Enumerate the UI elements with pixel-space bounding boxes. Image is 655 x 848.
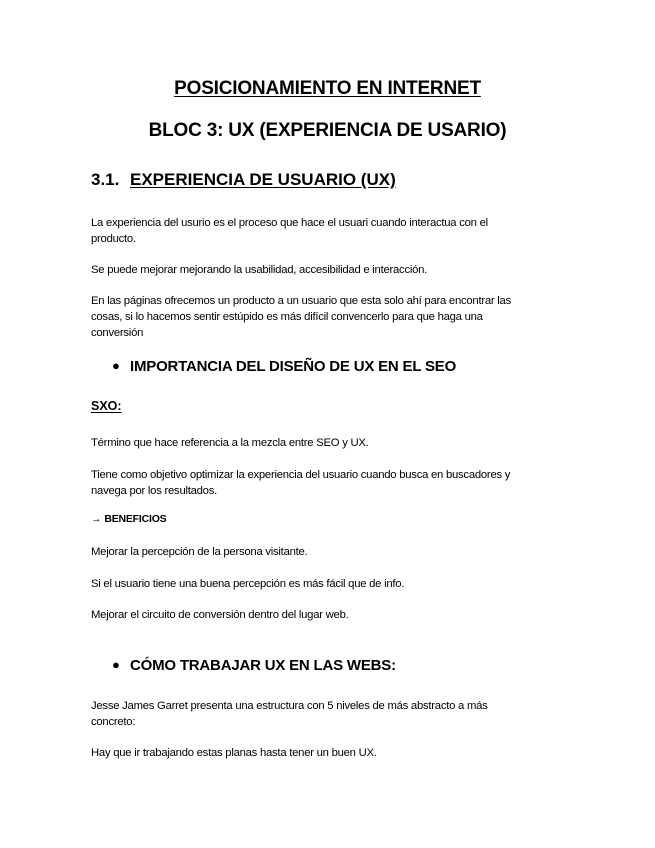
- paragraph-line: concreto:: [91, 716, 136, 728]
- paragraph-improve: Se puede mejorar mejorando la usabilidad, accesibilidad e interacción.: [91, 264, 428, 276]
- paragraph-benefit-2: Si el usuario tiene una buena percepción es más fácil que de info.: [91, 578, 405, 590]
- paragraph-planes: Hay que ir trabajando estas planas hasta tener un buen UX.: [91, 747, 377, 759]
- section-number: 3.1.: [91, 170, 120, 189]
- paragraph-line: La experiencia del usurio es el proceso que hace el usuari cuando interactua con el: [91, 217, 488, 229]
- bullet-heading-importancia: [112, 358, 456, 375]
- paragraph-ux-definition: [91, 215, 561, 247]
- paragraph-line: Jesse James Garret presenta una estructura con 5 niveles de más abstracto a más: [91, 700, 488, 712]
- paragraph-benefit-1: Mejorar la percepción de la persona visitante.: [91, 546, 308, 558]
- document-title: [0, 78, 655, 100]
- bullet-heading-text: CÓMO TRABAJAR UX EN LAS WEBS:: [130, 657, 396, 674]
- paragraph-line: conversión: [91, 327, 144, 339]
- bullet-heading-como-trabajar: [112, 657, 396, 674]
- paragraph-sxo-term: Término que hace referencia a la mezcla entre SEO y UX.: [91, 437, 369, 449]
- paragraph-line: navega por los resultados.: [91, 485, 218, 497]
- bullet-icon: ●: [112, 358, 120, 373]
- beneficios-text: BENEFICIOS: [104, 513, 167, 525]
- bullet-icon: ●: [112, 657, 120, 672]
- beneficios-label: [91, 513, 167, 525]
- section-title: EXPERIENCIA DE USUARIO (UX): [130, 170, 396, 189]
- paragraph-garret: [91, 698, 561, 730]
- document-subtitle: BLOC 3: UX (EXPERIENCIA DE USARIO): [148, 120, 507, 141]
- paragraph-sxo-objective: [91, 467, 561, 499]
- document-title-text: POSICIONAMIENTO EN INTERNET: [174, 78, 481, 99]
- sxo-label: SXO:: [91, 399, 122, 413]
- paragraph-benefit-3: Mejorar el circuito de conversión dentro del lugar web.: [91, 609, 349, 621]
- paragraph-line: producto.: [91, 233, 136, 245]
- bullet-heading-text: IMPORTANCIA DEL DISEÑO DE UX EN EL SEO: [130, 358, 457, 375]
- paragraph-line: Tiene como objetivo optimizar la experiencia del usuario cuando busca en buscadores y: [91, 469, 511, 481]
- paragraph-line: cosas, si lo hacemos sentir estúpido es más difícil convencerlo para que haga una: [91, 311, 483, 323]
- arrow-right-icon: →: [91, 513, 102, 525]
- paragraph-line: En las páginas ofrecemos un producto a un usuario que esta solo ahí para encontrar las: [91, 295, 511, 307]
- section-heading: [91, 170, 396, 190]
- paragraph-pages: [91, 293, 561, 341]
